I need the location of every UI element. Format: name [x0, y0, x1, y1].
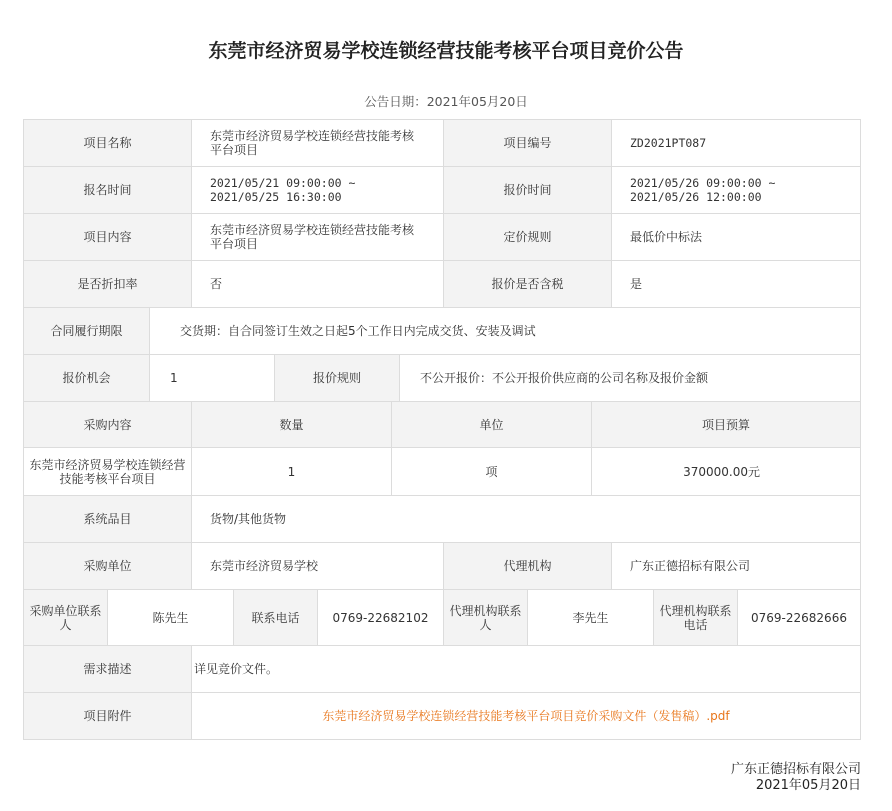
purchase-row-budget: 370000.00元: [592, 448, 861, 496]
quote-time-label: 报价时间: [444, 167, 612, 214]
quote-chance-label: 报价机会: [24, 355, 150, 402]
buyer-label: 采购单位: [24, 543, 192, 590]
agent-contact-label: 代理机构联系人: [444, 590, 528, 646]
demand-label: 需求描述: [24, 646, 192, 693]
agent-contact-value: 李先生: [528, 590, 654, 646]
project-code-value: ZD2021PT087: [612, 120, 861, 167]
demand-value: 详见竞价文件。: [192, 646, 861, 693]
discount-rate-label: 是否折扣率: [24, 261, 192, 308]
pricing-rule-label: 定价规则: [444, 214, 612, 261]
quote-rule-value: 不公开报价：不公开报价供应商的公司名称及报价金额: [400, 355, 861, 402]
phone-value: 0769-22682102: [318, 590, 444, 646]
agent-phone-value: 0769-22682666: [738, 590, 861, 646]
contract-period-value: 交货期：自合同签订生效之日起5个工作日内完成交货、安装及调试: [150, 308, 861, 355]
buyer-contact-label: 采购单位联系人: [24, 590, 108, 646]
purchase-header-content: 采购内容: [24, 402, 192, 448]
tax-included-value: 是: [612, 261, 861, 308]
attachment-label: 项目附件: [24, 693, 192, 740]
announcement-table: [23, 119, 861, 740]
purchase-row-content: 东莞市经济贸易学校连锁经营技能考核平台项目: [24, 448, 192, 496]
announce-date: 公告日期：2021年05月20日: [364, 94, 528, 109]
quote-rule-label: 报价规则: [275, 355, 400, 402]
phone-label: 联系电话: [234, 590, 318, 646]
purchase-header-quantity: 数量: [192, 402, 392, 448]
project-code-label: 项目编号: [444, 120, 612, 167]
buyer-contact-value: 陈先生: [108, 590, 234, 646]
footer: [731, 762, 861, 794]
project-content-label: 项目内容: [24, 214, 192, 261]
agent-label: 代理机构: [444, 543, 612, 590]
purchase-header-budget: 项目预算: [592, 402, 861, 448]
category-label: 系统品目: [24, 496, 192, 543]
pricing-rule-value: 最低价中标法: [612, 214, 861, 261]
project-content-value: 东莞市经济贸易学校连锁经营技能考核平台项目: [192, 214, 444, 261]
buyer-value: 东莞市经济贸易学校: [192, 543, 444, 590]
attachment-link[interactable]: 东莞市经济贸易学校连锁经营技能考核平台项目竞价采购文件（发售稿）.pdf: [192, 693, 861, 740]
purchase-row-unit: 项: [392, 448, 592, 496]
purchase-row-quantity: 1: [192, 448, 392, 496]
signup-time-label: 报名时间: [24, 167, 192, 214]
discount-rate-value: 否: [192, 261, 444, 308]
project-name-value: 东莞市经济贸易学校连锁经营技能考核平台项目: [192, 120, 444, 167]
footer-company: 广东正德招标有限公司: [730, 762, 861, 777]
category-value: 货物/其他货物: [192, 496, 861, 543]
signup-time-value: 2021/05/21 09:00:00 ~ 2021/05/25 16:30:00: [192, 167, 444, 214]
purchase-header-unit: 单位: [392, 402, 592, 448]
agent-value: 广东正德招标有限公司: [612, 543, 861, 590]
quote-chance-value: 1: [150, 355, 275, 402]
tax-included-label: 报价是否含税: [444, 261, 612, 308]
contract-period-label: 合同履行期限: [24, 308, 150, 355]
footer-date: 2021年05月20日: [755, 778, 861, 793]
quote-time-value: 2021/05/26 09:00:00 ~ 2021/05/26 12:00:00: [612, 167, 861, 214]
project-name-label: 项目名称: [24, 120, 192, 167]
page-title: 东莞市经济贸易学校连锁经营技能考核平台项目竞价公告: [208, 40, 684, 62]
agent-phone-label: 代理机构联系电话: [654, 590, 738, 646]
